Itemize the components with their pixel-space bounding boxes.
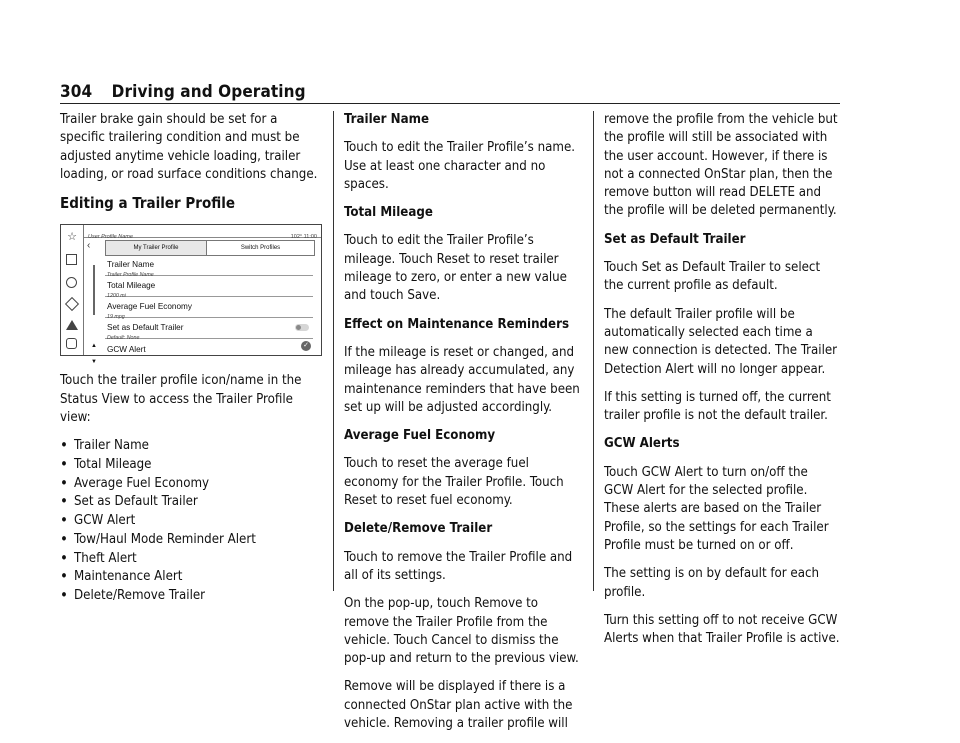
- column-divider: [333, 111, 334, 591]
- page-number: 304: [60, 82, 93, 102]
- scrollbar[interactable]: [93, 265, 95, 315]
- paragraph: Touch Set as Default Trailer to select the current profile as default.: [604, 260, 821, 294]
- column-left: [60, 111, 322, 606]
- column-right: [604, 111, 840, 658]
- subheading: GCW Alerts: [604, 436, 680, 452]
- list-item: • Trailer Name: [60, 437, 322, 455]
- subheading: Trailer Name: [344, 112, 430, 127]
- paragraph: The setting is on by default for each profile.: [604, 566, 820, 600]
- row-title: Average Fuel Economy: [107, 302, 192, 312]
- row-gcw-alert[interactable]: [105, 339, 313, 354]
- page-header: [60, 82, 306, 102]
- row-set-default-trailer[interactable]: [105, 318, 313, 342]
- screen-sidebar: [61, 225, 84, 355]
- scroll-down-icon[interactable]: ▼: [91, 359, 97, 366]
- user-profile-name: User Profile Name: [88, 234, 133, 241]
- paragraph: If this setting is turned off, the current trailer profile is not the default trailer.: [604, 389, 831, 424]
- column-middle: [344, 111, 584, 743]
- trailer-profile-screen-figure: [60, 224, 322, 366]
- tab-switch-profiles[interactable]: Switch Profiles: [240, 245, 281, 252]
- access-paragraph: Touch the trailer profile icon/name in the Status View to access the Trailer Profile view:: [60, 373, 302, 426]
- subheading: Average Fuel Economy: [344, 428, 496, 444]
- paragraph: The default Trailer profile will be automatically selected each time a new connection is detected. The Trailer Detection Alert will no longer appear.: [604, 306, 838, 377]
- diamond-icon: [65, 297, 79, 311]
- back-chevron-icon[interactable]: ‹: [87, 240, 91, 252]
- paragraph: Touch to reset the average fuel economy for the Trailer Profile. Touch Reset to reset fuel economy.: [344, 456, 564, 509]
- section-title: Driving and Operating: [111, 82, 306, 102]
- subheading: Set as Default Trailer: [604, 231, 746, 247]
- list-item: • Tow/Haul Mode Reminder Alert: [60, 531, 322, 549]
- scroll-up-icon[interactable]: ▲: [91, 343, 97, 350]
- row-subtitle: Trailer Profile Name: [107, 272, 154, 279]
- row-title: GCW Alert: [107, 345, 146, 355]
- row-total-mileage[interactable]: [105, 276, 313, 300]
- subheading: Delete/Remove Trailer: [344, 521, 493, 537]
- star-icon: ☆: [67, 231, 77, 244]
- default-trailer-toggle[interactable]: [295, 324, 309, 331]
- tab-my-trailer-profile[interactable]: My Trailer Profile: [106, 241, 207, 255]
- row-trailer-name[interactable]: [105, 255, 313, 279]
- subheading: Total Mileage: [344, 205, 433, 221]
- row-average-fuel-economy[interactable]: [105, 297, 313, 321]
- paragraph: If the mileage is reset or changed, and mileage has already accumulated, any maintenance reminders that have been set up will be adjusted accordingly.: [344, 344, 580, 415]
- row-title: Set as Default Trailer: [107, 323, 184, 333]
- screen-status-bar: [84, 225, 321, 241]
- list-item: • Theft Alert: [60, 550, 322, 568]
- paragraph: Touch to edit the Trailer Profile’s name. Use at least one character and no spaces.: [344, 140, 576, 192]
- paragraph: Turn this setting off to not receive GCW Alerts when that Trailer Profile is active.: [604, 612, 840, 647]
- checkmark-icon[interactable]: ✓: [301, 341, 311, 351]
- row-subtitle: Default: None: [107, 335, 140, 342]
- row-title: Trailer Name: [107, 260, 155, 270]
- octagon-icon: [66, 338, 77, 349]
- profile-options-list: [60, 437, 322, 605]
- profile-tabs: [105, 240, 315, 256]
- column-divider: [593, 111, 594, 591]
- section-heading: Editing a Trailer Profile: [60, 194, 236, 213]
- subheading: Effect on Maintenance Reminders: [344, 316, 570, 332]
- paragraph: Touch GCW Alert to turn on/off the GCW Alert for the selected profile. These alerts are based on the Trailer Profile, so the settings for each Trailer Profile must be turned on or off.: [604, 464, 829, 553]
- triangle-icon: [66, 320, 78, 330]
- paragraph: On the pop-up, touch Remove to remove the Trailer Profile from the vehicle. Touch Cancel to dismiss the pop-up and return to the previous view.: [344, 596, 579, 667]
- row-subtitle: 19 mpg: [107, 314, 125, 321]
- list-scroll-rail: [85, 255, 103, 366]
- paragraph: Touch to edit the Trailer Profile’s mileage. Touch Reset to reset trailer mileage to zero, or enter a new value and touch Save.: [344, 233, 567, 304]
- circle-icon: [66, 277, 77, 288]
- paragraph: remove the profile from the vehicle but the profile will still be associated with the user account. However, if there is not a connected OnStar plan, then the remove button will read DELETE and the profile will be deleted permanently.: [604, 112, 838, 219]
- square-icon: [66, 254, 77, 265]
- list-item: • Maintenance Alert: [60, 568, 322, 586]
- row-subtitle: 1200 mi: [107, 293, 126, 300]
- list-item: • Average Fuel Economy: [60, 475, 322, 493]
- status-temp-time: 102° 11:00: [290, 234, 317, 241]
- intro-paragraph: Trailer brake gain should be set for a specific trailering condition and must be adjusted anytime vehicle loading, trailer loading, or road surface conditions change.: [60, 112, 318, 182]
- row-title: Total Mileage: [107, 281, 156, 291]
- paragraph: Remove will be displayed if there is a connected OnStar plan active with the vehicle. Removing a trailer profile will: [344, 679, 573, 732]
- list-item: • Total Mileage: [60, 456, 322, 474]
- list-item: • Set as Default Trailer: [60, 493, 322, 511]
- paragraph: Touch to remove the Trailer Profile and all of its settings.: [344, 549, 573, 583]
- list-item: • GCW Alert: [60, 512, 322, 530]
- list-item: • Delete/Remove Trailer: [60, 587, 322, 605]
- header-rule: [60, 103, 840, 104]
